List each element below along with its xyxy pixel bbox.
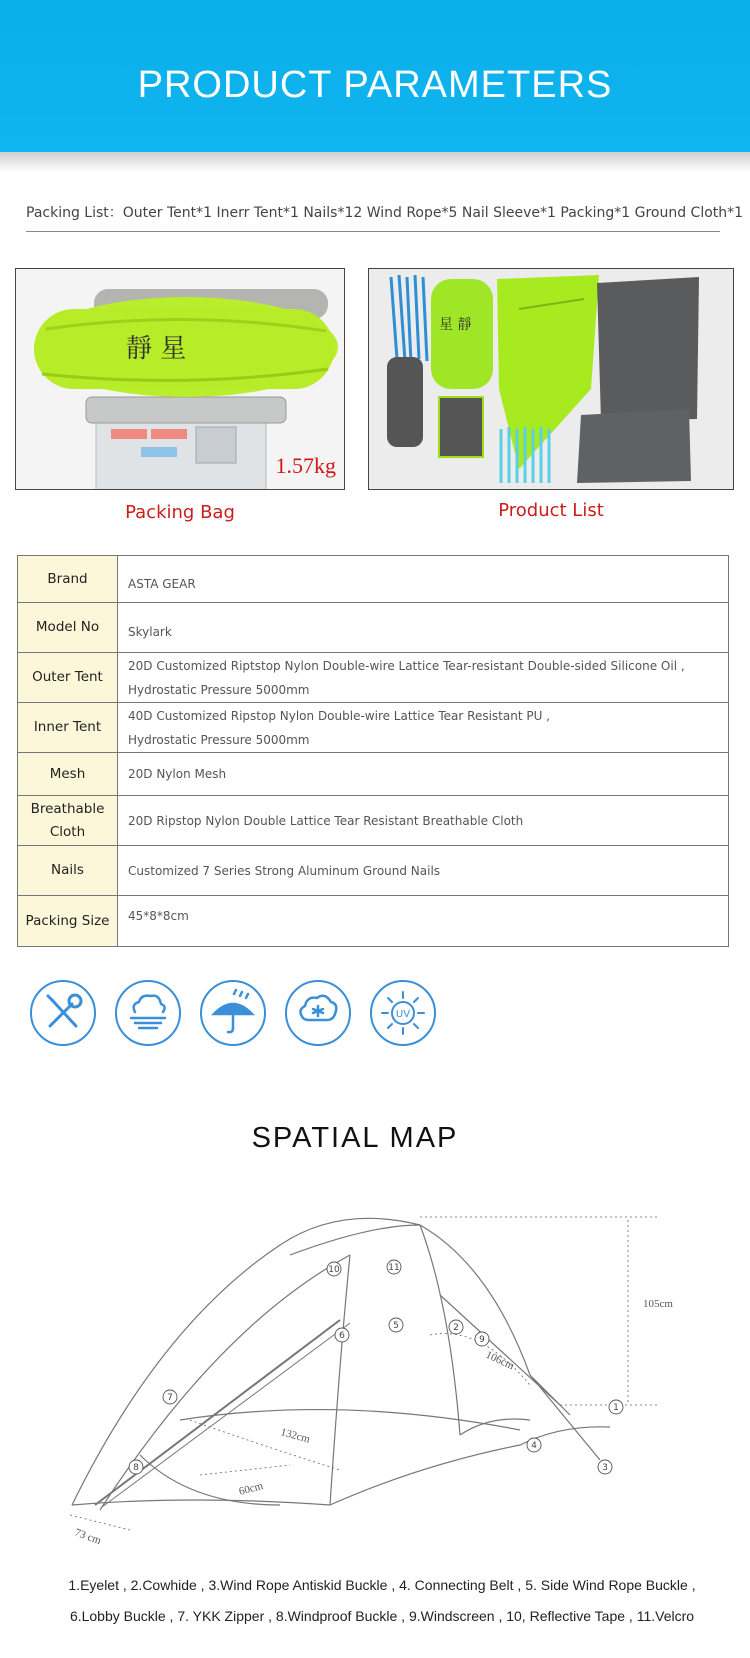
tent-diagram xyxy=(40,1205,710,1565)
table-row xyxy=(18,653,728,703)
wind-icon xyxy=(115,980,181,1046)
packing-bag-photo xyxy=(15,268,345,490)
snow-cloud-icon xyxy=(285,980,351,1046)
divider xyxy=(26,231,720,232)
spec-value xyxy=(118,703,728,752)
svg-text:靜 星: 靜 星 xyxy=(126,334,187,364)
spec-label: Model No xyxy=(18,603,118,652)
spec-label: Outer Tent xyxy=(18,653,118,702)
spec-value xyxy=(118,653,728,702)
callout-7: 7 xyxy=(167,1393,173,1403)
dim-height: 105cm xyxy=(643,1298,673,1310)
callout-8: 8 xyxy=(133,1463,139,1473)
product-list-photo xyxy=(368,268,734,490)
table-row xyxy=(18,796,728,846)
dim-side: 73 cm xyxy=(72,1526,103,1548)
table-row xyxy=(18,603,728,653)
page-title: PRODUCT PARAMETERS xyxy=(137,64,613,106)
spec-value: ASTA GEAR xyxy=(128,577,196,591)
callout-5: 5 xyxy=(393,1321,399,1331)
table-row xyxy=(18,896,728,947)
spec-value: Customized 7 Series Strong Aluminum Ground Nails xyxy=(128,863,441,878)
callout-1: 1 xyxy=(613,1403,619,1413)
dim-width: 106cm xyxy=(483,1348,516,1373)
spec-value-line: Hydrostatic Pressure 5000mm xyxy=(128,733,310,747)
callout-3: 3 xyxy=(602,1463,608,1473)
uv-text: UV xyxy=(395,1009,411,1020)
tools-icon xyxy=(30,980,96,1046)
product-list-illustration xyxy=(369,269,734,490)
spec-value-line: 20D Customized Riptstop Nylon Double-wire Lattice Tear-resistant Double-sided Silicone Oil , xyxy=(128,659,685,673)
table-row xyxy=(18,753,728,796)
dim-inner: 60cm xyxy=(237,1479,265,1498)
dim-diagonal: 132cm xyxy=(279,1426,312,1446)
legend-line-2: 6.Lobby Buckle , 7. YKK Zipper , 8.Windproof Buckle , 9.Windscreen , 10, Reflective Tape , 11.Velcro xyxy=(69,1608,695,1624)
spec-table xyxy=(17,555,729,947)
callout-2: 2 xyxy=(453,1323,459,1333)
svg-text:星 靜: 星 靜 xyxy=(439,317,472,333)
packing-list: Packing List：Outer Tent*1 Inerr Tent*1 Nails*12 Wind Rope*5 Nail Sleeve*1 Packing*1 Ground Cloth*1 xyxy=(26,205,744,221)
table-row xyxy=(18,556,728,603)
spatial-map-title: SPATIAL MAP xyxy=(251,1122,459,1154)
callout-11: 11 xyxy=(388,1263,400,1273)
spec-value: 20D Ripstop Nylon Double Lattice Tear Resistant Breathable Cloth xyxy=(128,813,524,828)
spec-label: Mesh xyxy=(18,753,118,795)
callout-6: 6 xyxy=(339,1331,345,1341)
banner-shadow xyxy=(0,152,750,172)
weight-label: 1.57kg xyxy=(275,453,336,478)
spec-label: Packing Size xyxy=(18,896,118,946)
feature-icons xyxy=(30,980,450,1046)
spec-value: 45*8*8cm xyxy=(128,909,189,923)
header-banner xyxy=(0,0,750,152)
spec-label: Inner Tent xyxy=(18,703,118,752)
spec-label: Brand xyxy=(18,556,118,602)
table-row xyxy=(18,703,728,753)
callout-4: 4 xyxy=(531,1441,537,1451)
spec-value-line: 40D Customized Ripstop Nylon Double-wire Lattice Tear Resistant PU , xyxy=(128,709,551,723)
spec-value-line: Hydrostatic Pressure 5000mm xyxy=(128,683,310,697)
table-row xyxy=(18,846,728,896)
legend-line-1: 1.Eyelet , 2.Cowhide , 3.Wind Rope Antiskid Buckle , 4. Connecting Belt , 5. Side Wind Rope Buckle , xyxy=(68,1577,696,1593)
spec-label: Nails xyxy=(18,846,118,895)
product-list-caption: Product List xyxy=(498,500,604,521)
spec-value: 20D Nylon Mesh xyxy=(128,767,227,781)
callout-10: 10 xyxy=(328,1265,340,1275)
spec-label: Breathable Cloth xyxy=(18,796,118,845)
umbrella-rain-icon xyxy=(200,980,266,1046)
packing-bag-caption: Packing Bag xyxy=(125,502,235,523)
spec-value: Skylark xyxy=(128,624,172,639)
callout-9: 9 xyxy=(479,1335,485,1345)
uv-icon xyxy=(370,980,436,1046)
